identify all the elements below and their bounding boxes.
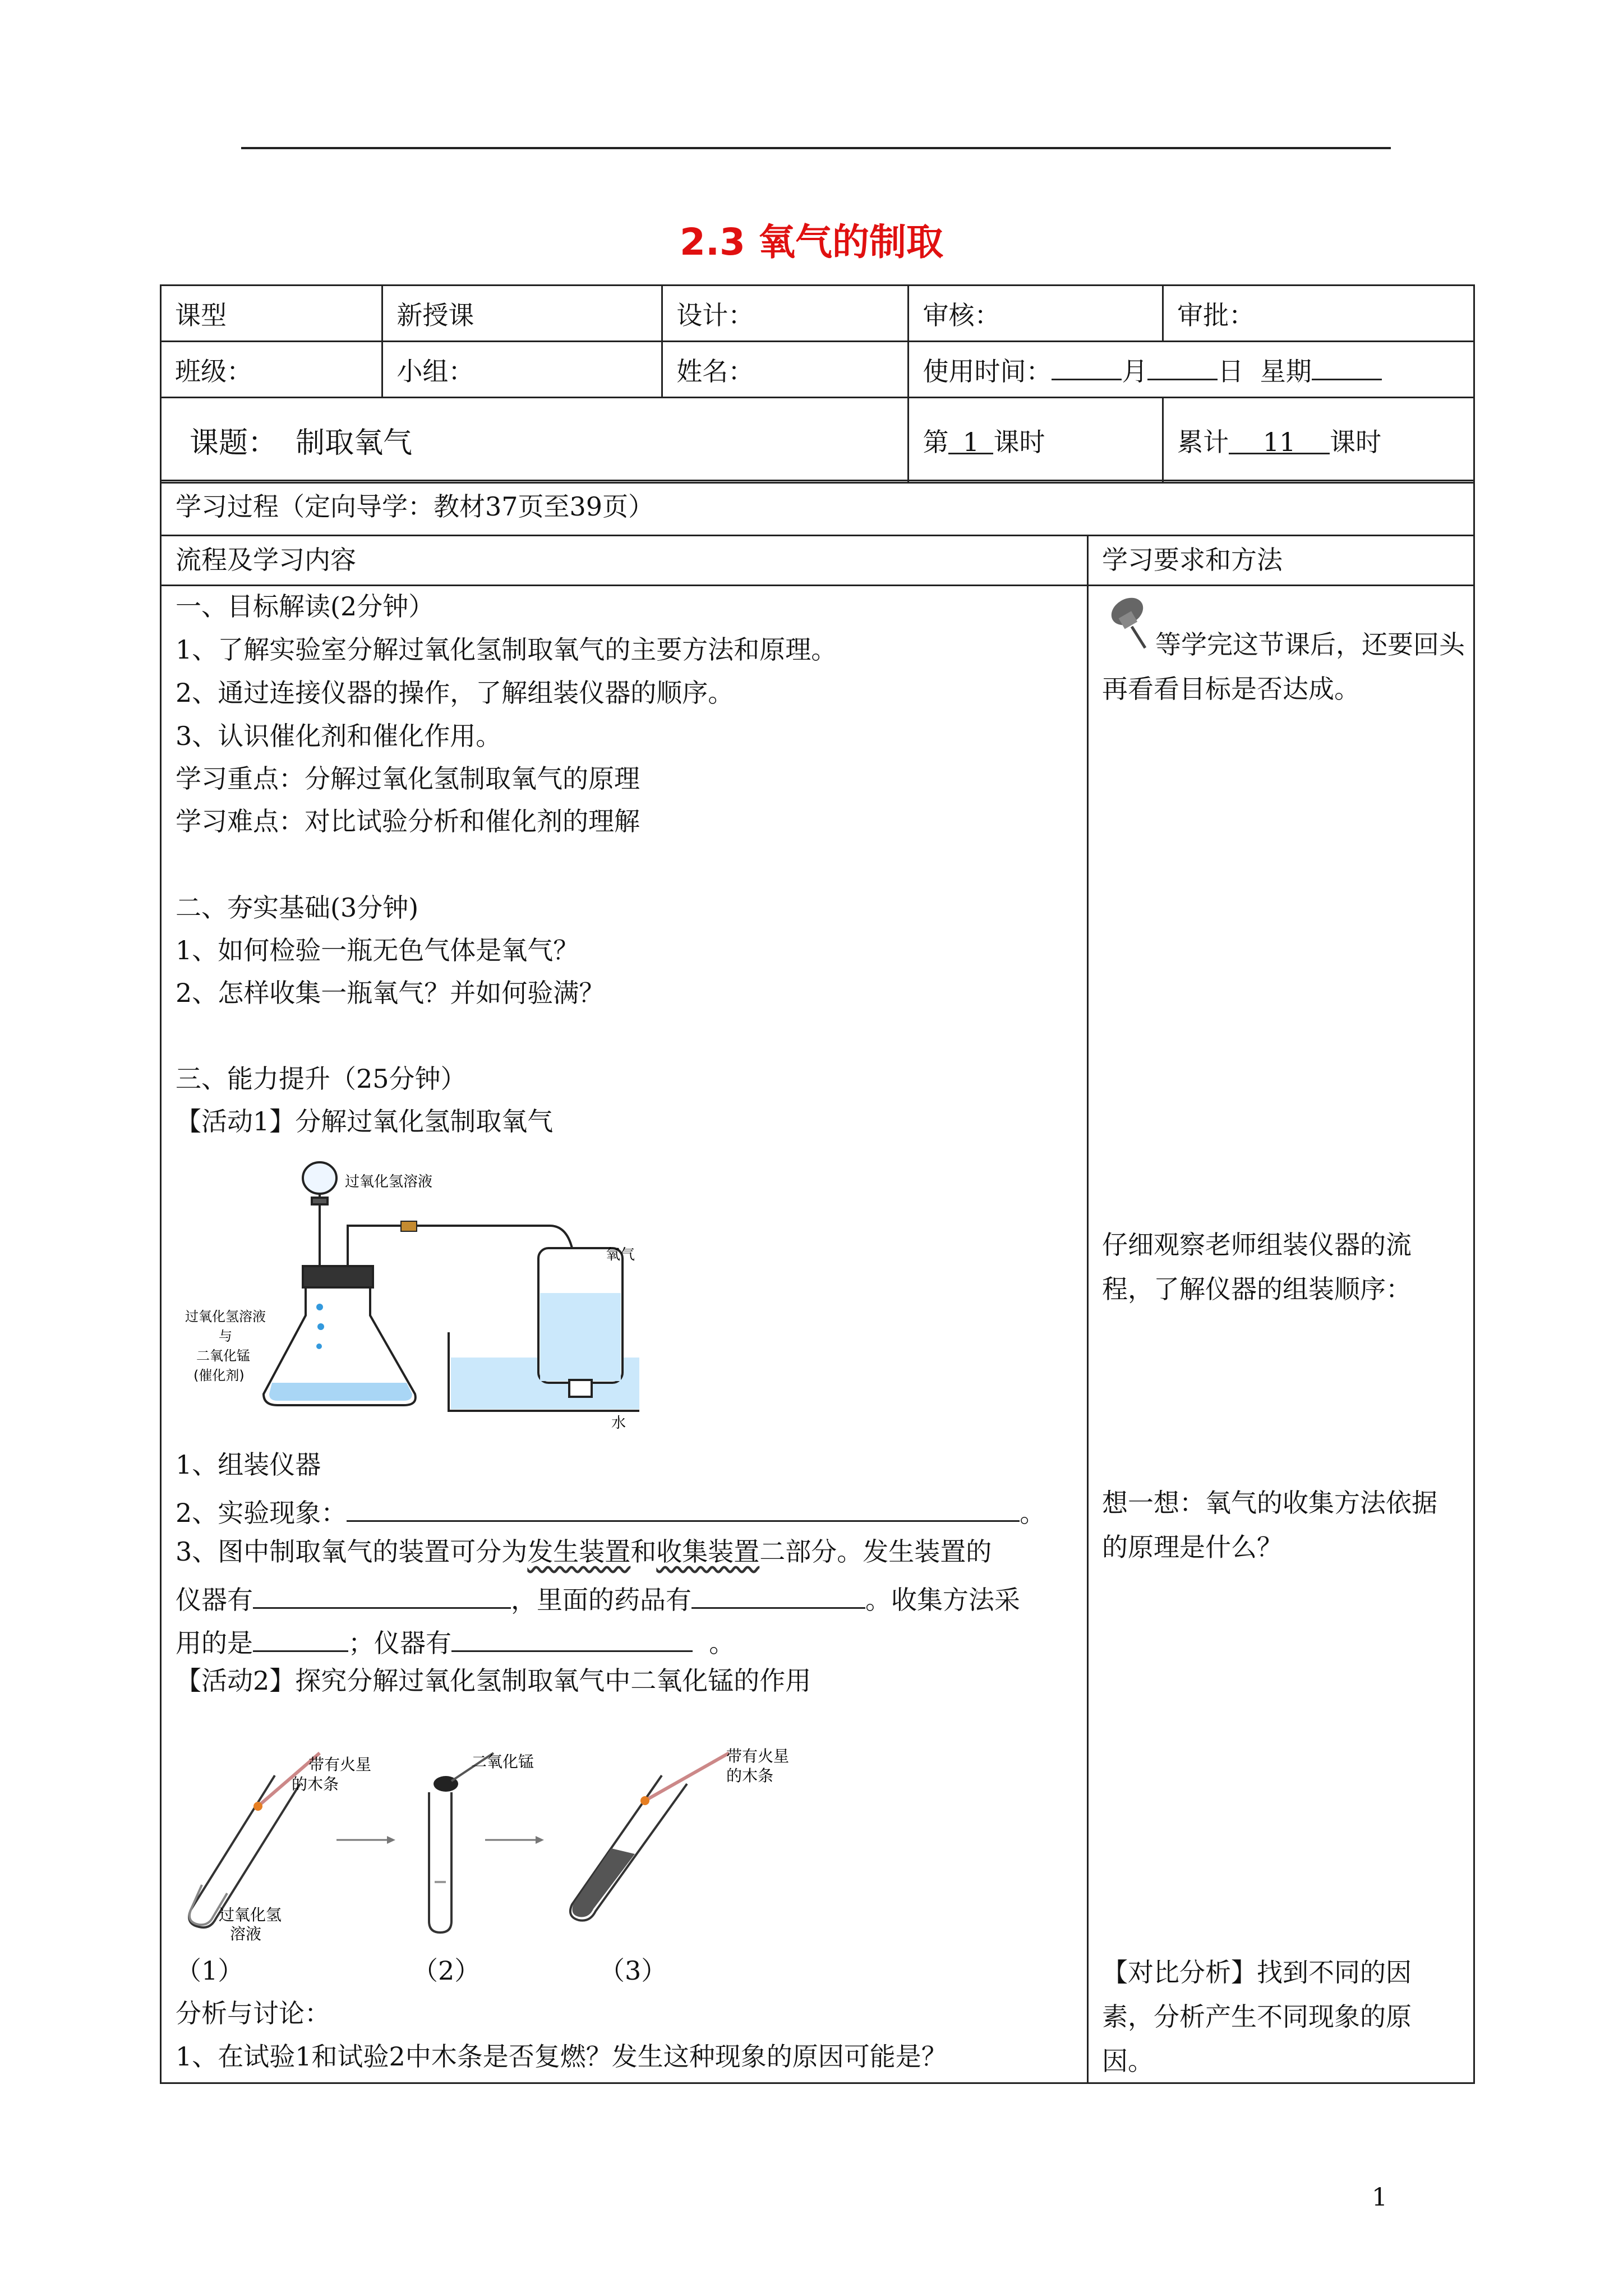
method-blank [253, 1623, 348, 1652]
cell-design: 设计： [662, 286, 909, 342]
day-label: 日 [1218, 356, 1244, 386]
fig2-number-3: （3） [599, 1955, 667, 1986]
header-rule [241, 147, 1391, 149]
info-row-1 [161, 286, 1474, 342]
step-3-line-1 [176, 1537, 992, 1567]
step-3-h: 。 [709, 1628, 735, 1658]
instrument-blank [253, 1580, 511, 1609]
column-left-header: 流程及学习内容 [176, 545, 356, 575]
analysis-heading: 分析与讨论： [176, 1998, 330, 2028]
fig1-funnel-label: 过氧化氢溶液 [345, 1174, 433, 1190]
process-title: 学习过程（定向导学：教材37页至39页） [176, 491, 654, 522]
info-row-2 [161, 342, 1474, 398]
column-right-header: 学习要求和方法 [1102, 545, 1283, 575]
note-think: 想一想：氧气的收集方法依据的原理是什么？ [1102, 1488, 1437, 1562]
fig2-number-2: （2） [412, 1955, 481, 1986]
cell-topic [161, 398, 909, 483]
step-2-label: 2、实验现象： [176, 1498, 347, 1528]
step-3-f: 用的是 [176, 1628, 253, 1658]
step-3-g: ；仪器有 [348, 1628, 451, 1658]
note-compare: 【对比分析】找到不同的因素，分析产生不同现象的原因。 [1102, 1957, 1412, 2076]
step-3-c: 仪器有 [176, 1585, 253, 1615]
info-table [160, 284, 1475, 484]
step-3-b: 二部分。发生装置的 [759, 1536, 992, 1567]
month-blank [1052, 353, 1122, 380]
fig1-flask-label-4: (催化剂) [193, 1368, 245, 1383]
lesson-post: 课时 [993, 426, 1045, 457]
column-divider-top [1087, 535, 1089, 586]
analysis-question-1: 1、在试验1和试验2中木条是否复燃？发生这种现象的原因可能是？ [176, 2041, 947, 2072]
step-3-and: 和 [630, 1536, 657, 1567]
section-1-heading: 一、目标解读(2分钟） [176, 591, 435, 622]
objective-3: 3、认识催化剂和催化作用。 [176, 721, 502, 751]
fig1-flask-label-1: 过氧化氢溶液 [185, 1309, 266, 1324]
basics-q2: 2、怎样收集一瓶氧气？并如何验满？ [176, 978, 605, 1008]
step-2-end: 。 [1020, 1498, 1046, 1528]
fig1-flask-label-3: 二氧化锰 [196, 1348, 250, 1364]
objective-2: 2、通过连接仪器的操作，了解组装仪器的顺序。 [176, 678, 734, 708]
step-3-e: 。收集方法采 [865, 1585, 1020, 1615]
page-title: 2.3 氧气的制取 [680, 220, 943, 264]
difficulty: 学习难点：对比试验分析和催化剂的理解 [176, 806, 640, 836]
month-label: 月 [1122, 356, 1148, 386]
step-2 [176, 1493, 1045, 1528]
weekday-label: 星期 [1260, 356, 1312, 386]
step-3-line-2 [176, 1580, 1020, 1615]
cell-review: 审核： [909, 286, 1163, 342]
column-divider [1087, 585, 1089, 2084]
objective-1: 1、了解实验室分解过氧化氢制取氧气的主要方法和原理。 [176, 634, 837, 665]
fig2-splint-label-2b: 的木条 [726, 1766, 774, 1785]
fig2-number-1: （1） [176, 1955, 244, 1986]
lesson-number: 1 [948, 427, 993, 454]
step-3-line-3 [176, 1623, 735, 1658]
total-pre: 累计 [1177, 426, 1229, 457]
basics-q1: 1、如何检验一瓶无色气体是氧气？ [176, 935, 579, 965]
step-3-d: ，里面的药品有 [511, 1585, 691, 1615]
weekday-blank [1312, 353, 1382, 380]
day-blank [1147, 353, 1218, 380]
fig2-splint-label-1b: 的木条 [292, 1775, 339, 1793]
cell-approve: 审批： [1163, 286, 1474, 342]
page-number: 1 [1372, 2183, 1387, 2212]
step-1: 1、组装仪器 [176, 1450, 321, 1480]
fig2-splint-label-1a: 带有火星 [308, 1755, 372, 1774]
cell-lesson [909, 398, 1163, 483]
catalyst-experiment-figure [179, 1742, 852, 1944]
cell-type-value: 新授课 [382, 286, 662, 342]
fig2-h2o2-label-a: 过氧化氢 [219, 1906, 282, 1924]
fig2-splint-label-2a: 带有火星 [726, 1747, 790, 1765]
section-3-heading: 三、能力提升（25分钟） [176, 1064, 467, 1094]
cell-group: 小组： [382, 342, 662, 398]
collection-device-term: 收集装置 [656, 1536, 760, 1567]
cell-name: 姓名： [662, 342, 909, 398]
info-row-3 [161, 398, 1474, 483]
lesson-pre: 第 [923, 426, 949, 457]
fig1-flask-label-2: 与 [219, 1328, 232, 1344]
note-assembly: 仔细观察老师组装仪器的流程，了解仪器的组装顺序： [1102, 1230, 1412, 1304]
total-post: 课时 [1330, 426, 1382, 457]
reagent-blank [691, 1580, 865, 1609]
cell-type-label: 课型 [161, 286, 382, 342]
topic-value: 制取氧气 [296, 426, 413, 460]
fig2-h2o2-label-b: 溶液 [230, 1925, 262, 1943]
key-point: 学习重点：分解过氧化氢制取氧气的原理 [176, 763, 640, 794]
cell-use-time [909, 342, 1474, 398]
fig2-mno2-label: 二氧化锰 [471, 1752, 534, 1771]
topic-label: 课题： [190, 426, 278, 460]
collection-instrument-blank [451, 1623, 693, 1652]
total-number: 11 [1229, 427, 1330, 454]
step-3-a: 3、图中制取氧气的装置可分为 [176, 1536, 528, 1567]
step-2-blank [347, 1493, 1020, 1522]
generation-device-term: 发生装置 [527, 1536, 631, 1567]
activity-2-title: 【活动2】探究分解过氧化氢制取氧气中二氧化锰的作用 [176, 1665, 811, 1696]
note-goals: 等学完这节课后，还要回头再看看目标是否达成。 [1102, 629, 1465, 704]
fig1-oxygen-label: 氧气 [606, 1246, 635, 1263]
section-2-heading: 二、夯实基础(3分钟) [176, 892, 419, 923]
use-time-label: 使用时间： [923, 356, 1052, 386]
fig1-water-label: 水 [611, 1415, 626, 1432]
cell-class: 班级： [161, 342, 382, 398]
cell-total [1163, 398, 1474, 483]
activity-1-title: 【活动1】分解过氧化氢制取氧气 [176, 1106, 554, 1137]
oxygen-apparatus-figure [179, 1147, 639, 1439]
